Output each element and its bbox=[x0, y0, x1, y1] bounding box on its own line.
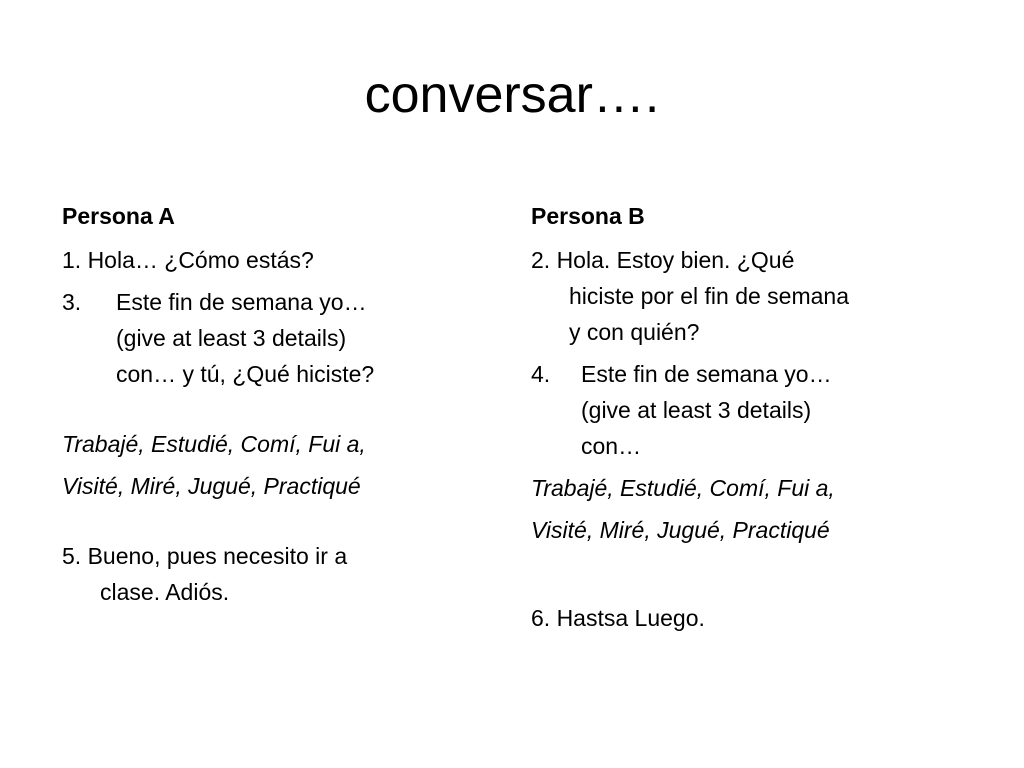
persona-a-item-5 bbox=[62, 538, 482, 610]
persona-a-item-3-line-1: Este fin de semana yo… bbox=[116, 289, 367, 315]
persona-a-item-3-number: 3. bbox=[62, 289, 82, 315]
persona-b-item-4-line-1: Este fin de semana yo… bbox=[581, 361, 832, 387]
persona-a-verbs-line-2: Visité, Miré, Jugué, Practiqué bbox=[62, 473, 361, 499]
persona-a-verbs-line-1: Trabajé, Estudié, Comí, Fui a, bbox=[62, 431, 366, 457]
persona-a-item-5-line-1: 5. Bueno, pues necesito ir a bbox=[62, 543, 348, 569]
persona-a-item-1: 1. Hola… ¿Cómo estás? bbox=[62, 247, 314, 273]
persona-b-item-6: 6. Hastsa Luego. bbox=[531, 605, 705, 631]
persona-b-item-4 bbox=[531, 356, 971, 464]
persona-a-heading: Persona A bbox=[62, 203, 175, 229]
persona-b-item-2-line-1: 2. Hola. Estoy bien. ¿Qué bbox=[531, 247, 795, 273]
persona-b-item-2-line-2: hiciste por el fin de semana bbox=[569, 283, 849, 309]
persona-b-heading: Persona B bbox=[531, 203, 645, 229]
persona-a-item-3-line-2: (give at least 3 details) bbox=[116, 325, 347, 351]
persona-b-item-2 bbox=[531, 242, 971, 350]
persona-b-column bbox=[531, 198, 971, 636]
persona-a-item-5-line-2: clase. Adiós. bbox=[100, 579, 230, 605]
slide-title: conversar…. bbox=[364, 66, 660, 124]
persona-a-item-3-line-3: con… y tú, ¿Qué hiciste? bbox=[116, 361, 375, 387]
persona-b-item-4-number: 4. bbox=[531, 361, 551, 387]
persona-b-item-4-line-2: (give at least 3 details) bbox=[581, 397, 812, 423]
persona-a-item-3 bbox=[62, 284, 482, 392]
persona-b-verbs-line-2: Visité, Miré, Jugué, Practiqué bbox=[531, 517, 830, 543]
persona-b-item-4-line-3: con… bbox=[581, 433, 642, 459]
persona-b-verbs-line-1: Trabajé, Estudié, Comí, Fui a, bbox=[531, 475, 835, 501]
persona-b-item-2-line-3: y con quién? bbox=[569, 319, 700, 345]
persona-a-column bbox=[62, 198, 482, 610]
